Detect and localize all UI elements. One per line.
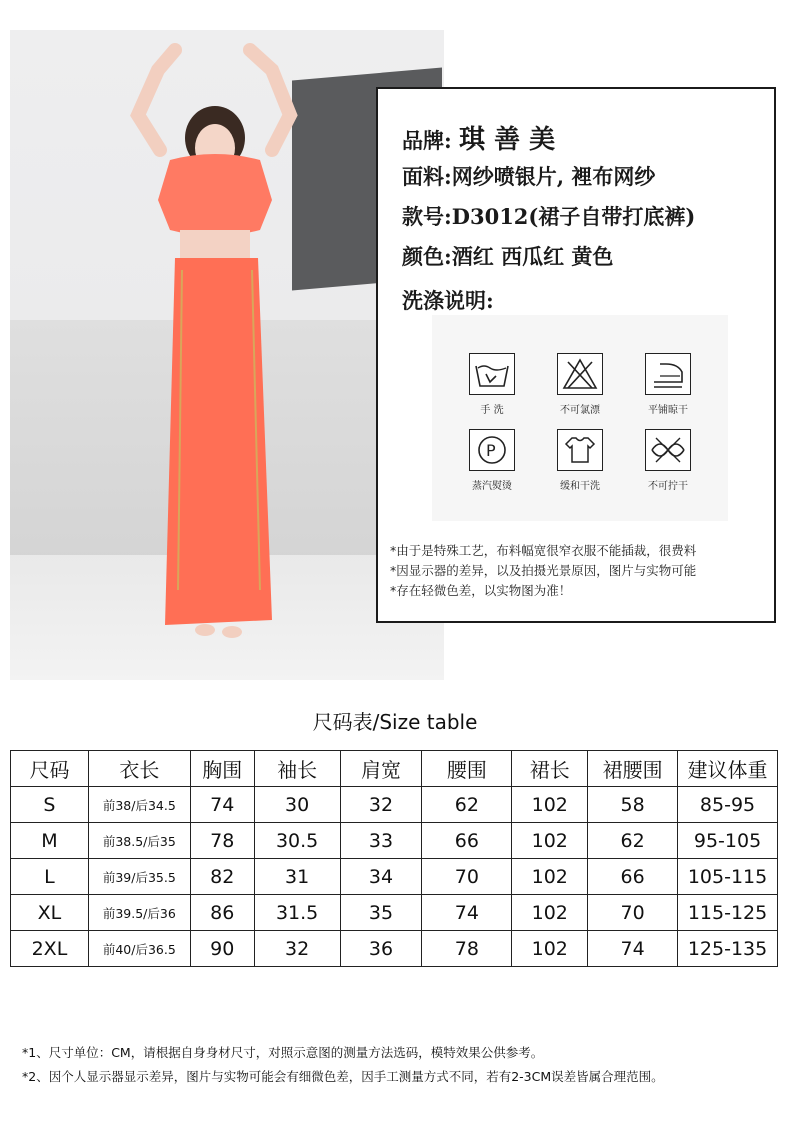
- color-line: [402, 241, 613, 271]
- table-cell: 102: [512, 895, 588, 931]
- table-cell: 31.5: [254, 895, 340, 931]
- care-label: 平铺晾干: [648, 405, 688, 416]
- table-cell: 90: [190, 931, 254, 967]
- care-label: 缓和干洗: [560, 481, 600, 492]
- table-cell: 前38/后34.5: [88, 787, 190, 823]
- table-cell: 30.5: [254, 823, 340, 859]
- table-cell: 前40/后36.5: [88, 931, 190, 967]
- care-item-shirt-dry: [540, 429, 620, 492]
- color-label: 颜色:: [402, 244, 452, 269]
- table-cell: 32: [254, 931, 340, 967]
- color-value: 酒红 西瓜红 黄色: [451, 244, 614, 269]
- care-item-steam-iron: [452, 429, 532, 492]
- table-cell: 36: [340, 931, 422, 967]
- care-item-no-wring: [628, 429, 708, 492]
- table-cell: L: [11, 859, 89, 895]
- product-info-card: [376, 87, 776, 623]
- care-item-flat-dry: [628, 353, 708, 416]
- header-cell: 衣长: [88, 751, 190, 787]
- header-cell: 袖长: [254, 751, 340, 787]
- header-cell: 裙腰围: [588, 751, 678, 787]
- care-item-no-bleach: [540, 353, 620, 416]
- note-line: *因显示器的差异，以及拍摄光景原因，图片与实物可能: [390, 563, 697, 578]
- brand-label: 品牌:: [402, 128, 452, 153]
- fabric-value: 网纱喷银片, 裡布网纱: [451, 164, 656, 189]
- table-cell: 74: [588, 931, 678, 967]
- table-cell: 62: [422, 787, 512, 823]
- care-item-hand-wash: [452, 353, 532, 416]
- table-cell: 66: [422, 823, 512, 859]
- flat-iron-dry-icon: [645, 353, 691, 395]
- table-cell: 34: [340, 859, 422, 895]
- header-cell: 尺码: [11, 751, 89, 787]
- table-cell: 115-125: [678, 895, 778, 931]
- table-cell: 前38.5/后35: [88, 823, 190, 859]
- hand-wash-icon: [469, 353, 515, 395]
- footnote: *2、因个人显示器显示差异，图片与实物可能会有细微色差，因手工测量方式不同，若有2-3CM误差皆属合理范围。: [22, 1069, 664, 1084]
- table-cell: 74: [190, 787, 254, 823]
- table-header-row: [11, 751, 778, 787]
- size-table: [10, 750, 778, 967]
- table-cell: 95-105: [678, 823, 778, 859]
- table-cell: XL: [11, 895, 89, 931]
- fabric-label: 面料:: [402, 164, 452, 189]
- table-row: [11, 931, 778, 967]
- wash-instructions-heading: 洗涤说明:: [402, 288, 494, 313]
- brand-line: [402, 119, 555, 156]
- table-cell: 70: [422, 859, 512, 895]
- table-cell: 125-135: [678, 931, 778, 967]
- table-cell: 32: [340, 787, 422, 823]
- model-line: [402, 201, 695, 231]
- table-cell: 35: [340, 895, 422, 931]
- table-cell: 31: [254, 859, 340, 895]
- table-cell: 102: [512, 859, 588, 895]
- table-cell: 105-115: [678, 859, 778, 895]
- table-cell: 30: [254, 787, 340, 823]
- care-label: 不可拧干: [648, 481, 688, 492]
- steam-iron-icon: [469, 429, 515, 471]
- table-cell: 58: [588, 787, 678, 823]
- table-cell: 86: [190, 895, 254, 931]
- table-cell: 78: [190, 823, 254, 859]
- table-cell: 前39.5/后36: [88, 895, 190, 931]
- table-cell: M: [11, 823, 89, 859]
- care-label: 蒸汽熨烫: [472, 481, 512, 492]
- table-cell: 102: [512, 823, 588, 859]
- table-cell: 前39/后35.5: [88, 859, 190, 895]
- care-label: 不可氯漂: [560, 405, 600, 416]
- table-cell: S: [11, 787, 89, 823]
- note-line: *由于是特殊工艺，布料幅宽很窄衣服不能插裁，很费料: [390, 543, 697, 558]
- header-cell: 腰围: [422, 751, 512, 787]
- table-row: [11, 823, 778, 859]
- note-line: *存在轻微色差，以实物图为准！: [390, 583, 572, 598]
- size-table-title: 尺码表/Size table: [312, 710, 478, 734]
- header-cell: 建议体重: [678, 751, 778, 787]
- table-row: [11, 787, 778, 823]
- table-cell: 102: [512, 787, 588, 823]
- table-cell: 85-95: [678, 787, 778, 823]
- no-bleach-icon: [557, 353, 603, 395]
- table-row: [11, 895, 778, 931]
- shirt-dry-icon: [557, 429, 603, 471]
- table-row: [11, 859, 778, 895]
- header-cell: 裙长: [512, 751, 588, 787]
- table-cell: 66: [588, 859, 678, 895]
- model-label: 款号:: [402, 204, 452, 229]
- table-cell: 70: [588, 895, 678, 931]
- table-cell: 33: [340, 823, 422, 859]
- table-cell: 102: [512, 931, 588, 967]
- footnote: *1、尺寸单位：CM，请根据自身身材尺寸，对照示意图的测量方法选码，模特效果公供参考。: [22, 1045, 544, 1060]
- table-cell: 2XL: [11, 931, 89, 967]
- table-cell: 62: [588, 823, 678, 859]
- care-label: 手 洗: [480, 405, 504, 416]
- table-cell: 82: [190, 859, 254, 895]
- fabric-line: [402, 161, 655, 191]
- table-cell: 78: [422, 931, 512, 967]
- care-symbols-panel: [432, 315, 728, 521]
- brand-value: 琪 善 美: [459, 125, 556, 155]
- header-cell: 肩宽: [340, 751, 422, 787]
- svg-text:P: P: [486, 441, 496, 460]
- no-wring-icon: [645, 429, 691, 471]
- table-cell: 74: [422, 895, 512, 931]
- header-cell: 胸围: [190, 751, 254, 787]
- model-value: D3012(裙子自带打底裤): [451, 204, 696, 229]
